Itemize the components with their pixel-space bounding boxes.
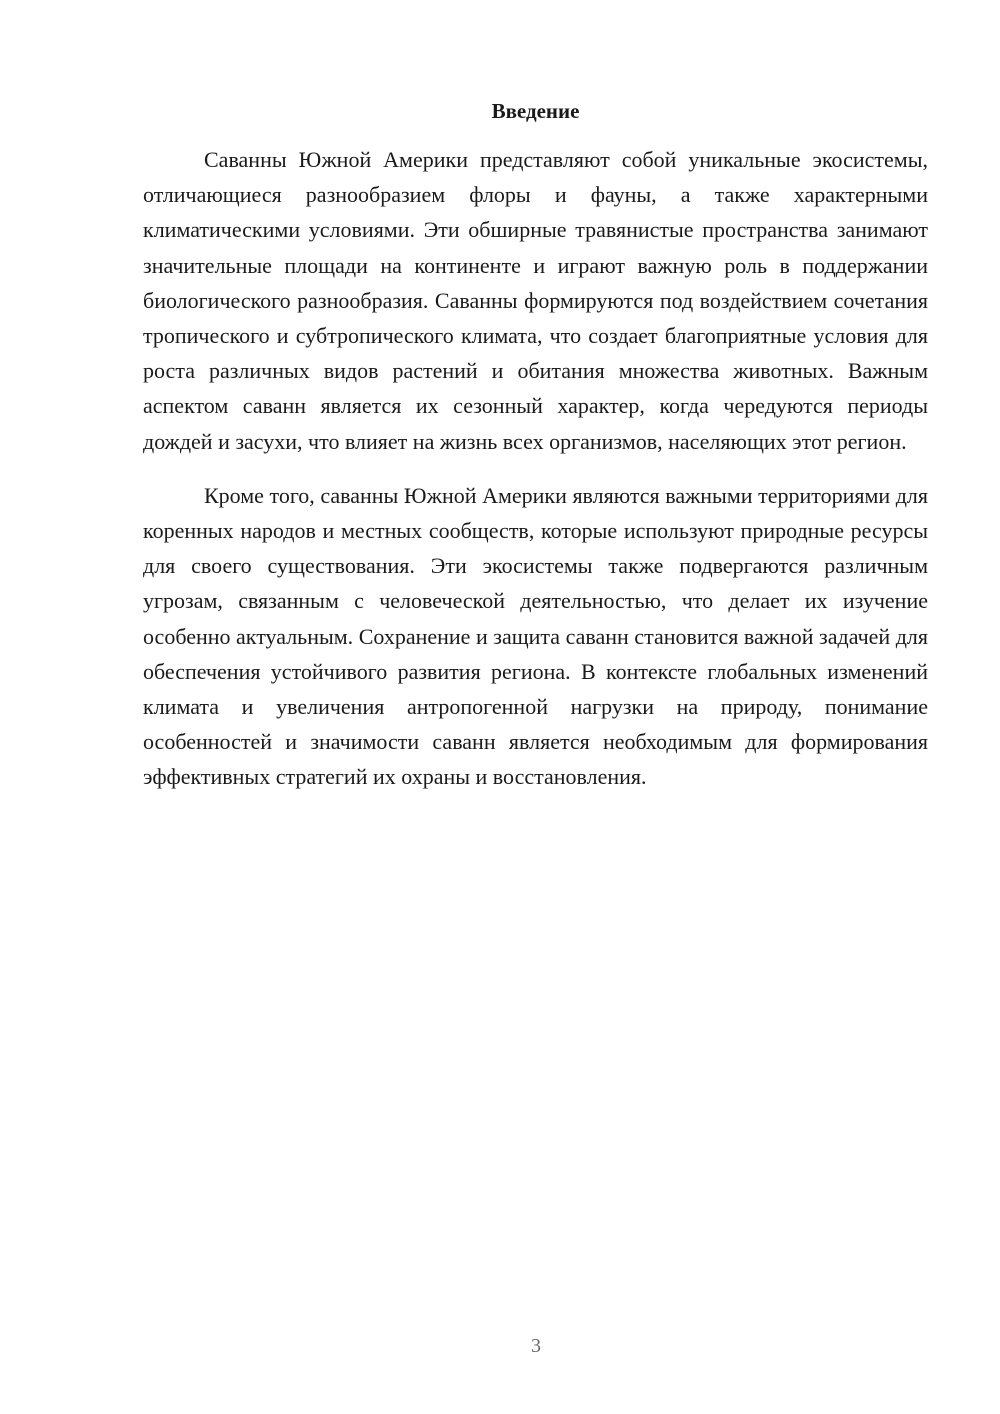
page-number: 3 bbox=[531, 1335, 541, 1357]
body-text bbox=[143, 142, 928, 795]
paragraph-2: Кроме того, саванны Южной Америки являются важными территориями для коренных народов и местных сообществ, которые используют природные ресурсы для своего существования. Эти экосистемы также подвергаются различным угрозам, связанным с человеческой деятельностью, что делает их изучение особенно актуальным. Сохранение и защита саванн становится важной задачей для обеспечения устойчивого развития региона. В контексте глобальных изменений климата и увеличения антропогенной нагрузки на природу, понимание особенностей и значимости саванн является необходимым для формирования эффективных стратегий их охраны и восстановления. bbox=[143, 482, 928, 790]
paragraph-1: Саванны Южной Америки представляют собой уникальные экосистемы, отличающиеся разнообразием флоры и фауны, а также характерными климатическими условиями. Эти обширные травянистые пространства занимают значительные площади на континенте и играют важную роль в поддержании биологического разнообразия. Саванны формируются под воздействием сочетания тропического и субтропического климата, что создает благоприятные условия для роста различных видов растений и обитания множества животных. Важным аспектом саванн является их сезонный характер, когда чередуются периоды дождей и засухи, что влияет на жизнь всех организмов, населяющих этот регион. bbox=[143, 147, 928, 454]
section-heading: Введение bbox=[491, 99, 580, 123]
